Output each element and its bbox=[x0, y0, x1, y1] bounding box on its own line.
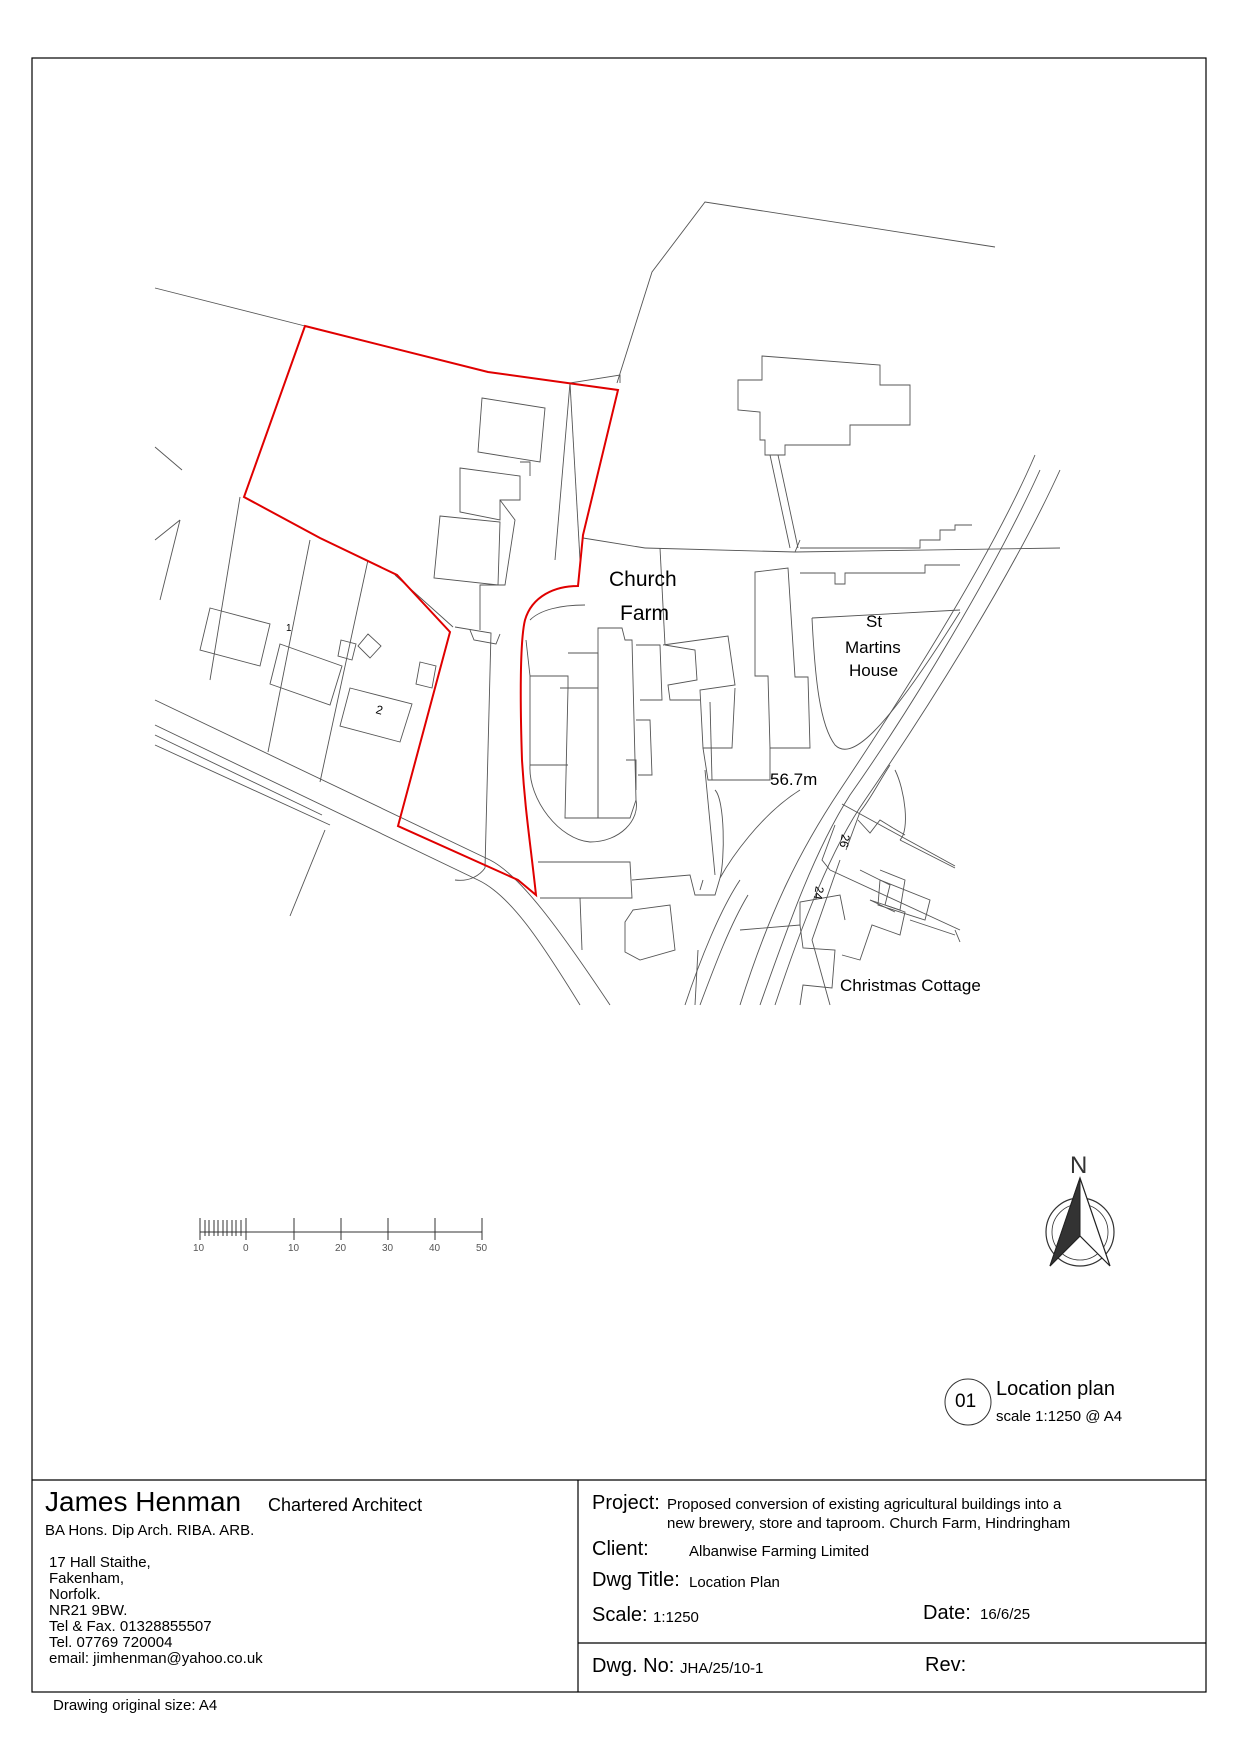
site-boundary bbox=[244, 326, 618, 895]
map-linework bbox=[155, 202, 1060, 1005]
dwg-no-value: JHA/25/10-1 bbox=[680, 1660, 764, 1677]
label-st-martins-1: St bbox=[866, 612, 883, 631]
sheet-border bbox=[32, 58, 1206, 1692]
scale-tick-label: 10 bbox=[288, 1243, 300, 1254]
label-church-farm-1: Church bbox=[609, 568, 677, 591]
address-line: NR21 9BW. bbox=[49, 1602, 128, 1619]
plan-number: 01 bbox=[955, 1391, 977, 1412]
scale-value: 1:1250 bbox=[653, 1609, 699, 1626]
address-line: Tel. 07769 720004 bbox=[49, 1634, 173, 1651]
label-church-farm-2: Farm bbox=[620, 602, 669, 625]
address-line: email: jimhenman@yahoo.co.uk bbox=[49, 1650, 263, 1667]
date-label: Date: bbox=[923, 1602, 971, 1624]
scale-tick-label: 10 bbox=[193, 1243, 205, 1254]
plan-scale: scale 1:1250 @ A4 bbox=[996, 1408, 1123, 1425]
scale-tick-label: 40 bbox=[429, 1243, 441, 1254]
plot-number-26: 26 bbox=[836, 833, 853, 849]
scale-label: Scale: bbox=[592, 1604, 648, 1626]
label-spot-height: 56.7m bbox=[770, 770, 818, 789]
scale-tick-label: 20 bbox=[335, 1243, 347, 1254]
date-value: 16/6/25 bbox=[980, 1606, 1031, 1623]
plan-title: Location plan bbox=[996, 1378, 1115, 1400]
label-christmas-cottage: Christmas Cottage bbox=[840, 976, 981, 995]
label-st-martins-3: House bbox=[849, 661, 899, 680]
scale-tick-label: 0 bbox=[243, 1243, 249, 1254]
client-value: Albanwise Farming Limited bbox=[689, 1543, 870, 1560]
plot-number-2: 2 bbox=[374, 702, 385, 718]
project-line-2: new brewery, store and taproom. Church Farm, Hindringham bbox=[667, 1515, 1071, 1532]
dwg-title-value: Location Plan bbox=[689, 1574, 780, 1591]
north-arrow-icon bbox=[1046, 1178, 1114, 1266]
project-label: Project: bbox=[592, 1492, 660, 1514]
architect-role: Chartered Architect bbox=[268, 1495, 423, 1515]
dwg-title-label: Dwg Title: bbox=[592, 1569, 680, 1591]
scale-bar bbox=[200, 1218, 482, 1240]
plot-number-24: 24 bbox=[810, 885, 827, 901]
address-line: Norfolk. bbox=[49, 1586, 101, 1603]
dwg-no-label: Dwg. No: bbox=[592, 1655, 675, 1677]
scale-tick-label: 30 bbox=[382, 1243, 394, 1254]
original-size-note: Drawing original size: A4 bbox=[53, 1697, 218, 1714]
architect-name: James Henman bbox=[45, 1486, 242, 1517]
address-line: Fakenham, bbox=[49, 1570, 125, 1587]
label-st-martins-2: Martins bbox=[845, 638, 901, 657]
client-label: Client: bbox=[592, 1538, 649, 1560]
architect-qualifications: BA Hons. Dip Arch. RIBA. ARB. bbox=[45, 1522, 255, 1539]
scale-tick-label: 50 bbox=[476, 1243, 488, 1254]
plot-number-1: 1 bbox=[286, 623, 292, 634]
project-line-1: Proposed conversion of existing agricultural buildings into a bbox=[667, 1496, 1062, 1513]
rev-label: Rev: bbox=[925, 1654, 967, 1676]
address-line: Tel & Fax. 01328855507 bbox=[49, 1618, 212, 1635]
address-line: 17 Hall Staithe, bbox=[49, 1554, 151, 1571]
north-label: N bbox=[1070, 1152, 1088, 1179]
